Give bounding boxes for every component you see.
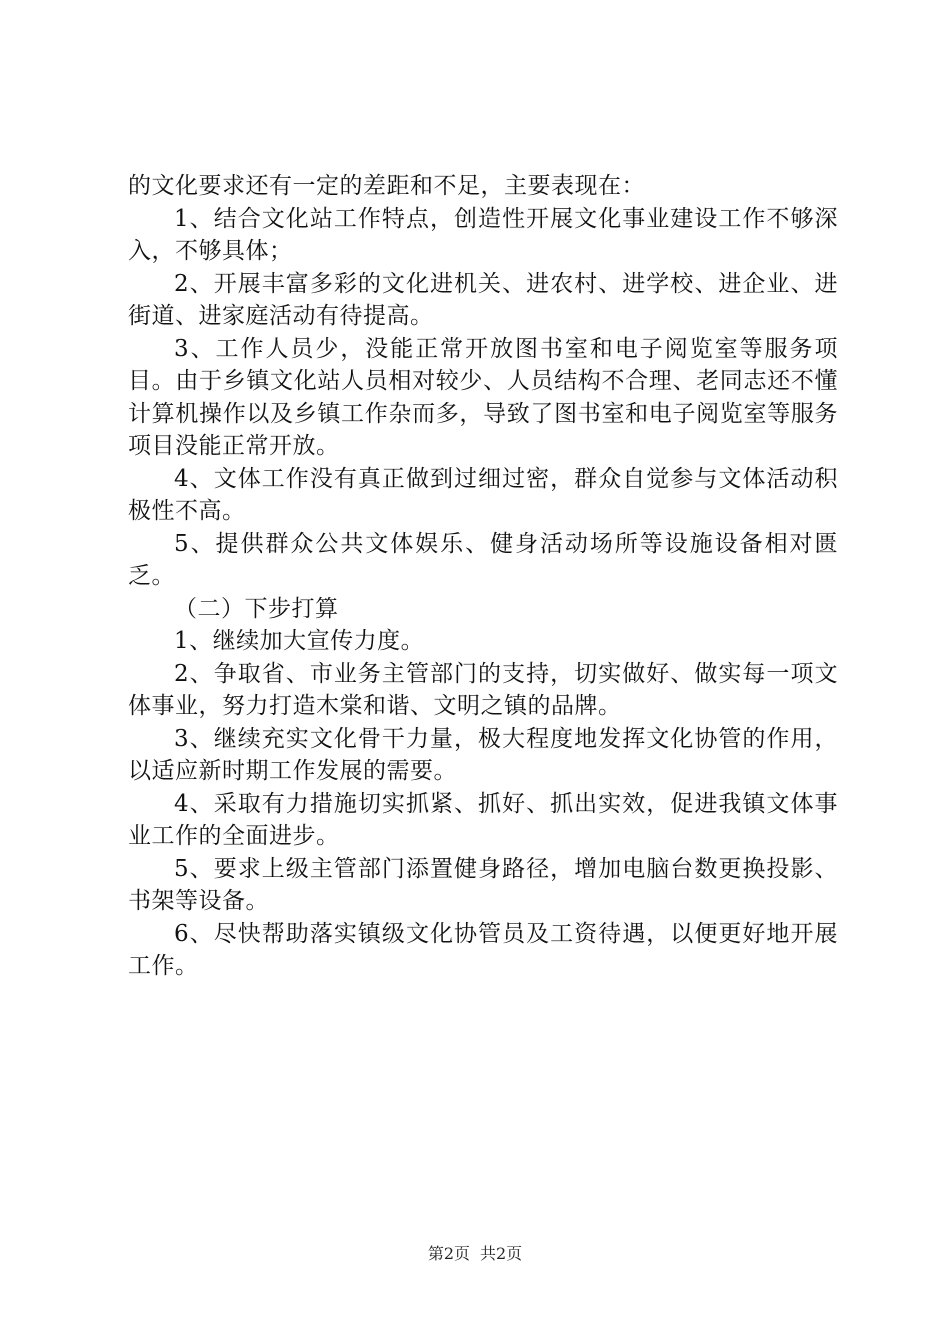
plan-item-2: 2、争取省、市业务主管部门的支持，切实做好、做实每一项文体事业，努力打造木棠和谐、文明之镇的品牌。	[128, 660, 838, 719]
paragraph-item-3: 3、工作人员少，没能正常开放图书室和电子阅览室等服务项目。由于乡镇文化站人员相对较少、人员结构不合理、老同志还不懂计算机操作以及乡镇工作杂而多，导致了图书室和电子阅览室等服务项目没能正常开放。	[128, 335, 838, 459]
paragraph-item-4: 4、文体工作没有真正做到过细过密，群众自觉参与文体活动积极性不高。	[128, 465, 838, 524]
page-footer	[0, 1243, 950, 1265]
paragraph-continuation: 的文化要求还有一定的差距和不足，主要表现在：	[128, 173, 645, 199]
plan-item-3: 3、继续充实文化骨干力量，极大程度地发挥文化协管的作用，以适应新时期工作发展的需要。	[128, 725, 838, 784]
paragraph-item-5: 5、提供群众公共文体娱乐、健身活动场所等设施设备相对匮乏。	[128, 530, 838, 589]
plan-item-1: 1、继续加大宣传力度。	[174, 628, 425, 654]
paragraph-item-2: 2、开展丰富多彩的文化进机关、进农村、进学校、进企业、进街道、进家庭活动有待提高。	[128, 270, 838, 329]
plan-item-6: 6、尽快帮助落实镇级文化协管员及工资待遇，以便更好地开展工作。	[128, 920, 838, 979]
page-number-total: 共2页	[480, 1244, 523, 1263]
page-number-current: 第2页	[427, 1244, 470, 1263]
paragraph-item-1: 1、结合文化站工作特点，创造性开展文化事业建设工作不够深入，不够具体；	[128, 205, 838, 264]
document-body	[128, 170, 838, 983]
plan-item-5: 5、要求上级主管部门添置健身路径，增加电脑台数更换投影、书架等设备。	[128, 855, 838, 914]
plan-item-4: 4、采取有力措施切实抓紧、抓好、抓出实效，促进我镇文体事业工作的全面进步。	[128, 790, 838, 849]
section-heading: （二）下步打算	[174, 595, 339, 622]
